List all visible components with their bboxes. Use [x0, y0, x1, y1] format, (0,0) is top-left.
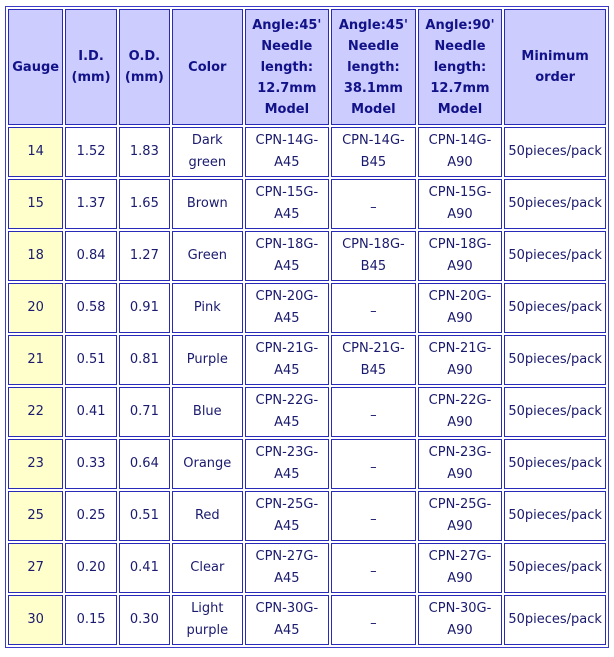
cell-model-a45-line: CPN-21G-: [255, 341, 319, 356]
cell-model-a90-line: CPN-22G-: [428, 393, 492, 408]
cell-model-a45-line: CPN-27G-: [255, 549, 319, 564]
cell-inner-diameter: [65, 283, 116, 333]
cell-gauge-text: 27: [27, 560, 44, 575]
cell-model-a90: [418, 179, 503, 229]
header-b45-line5: Model: [351, 101, 396, 117]
header-a45-line2: Needle: [261, 38, 313, 54]
cell-color: [172, 179, 242, 229]
cell-model-b45: [331, 283, 416, 333]
cell-inner-diameter-text: 1.37: [76, 196, 106, 211]
cell-outer-diameter-text: 1.65: [129, 196, 159, 211]
cell-min-order-text: 50pieces/pack: [508, 560, 602, 575]
cell-inner-diameter: [65, 543, 116, 593]
cell-model-b45-line: –: [370, 460, 377, 475]
cell-model-a90-line: A90: [447, 415, 473, 430]
table-row: [8, 387, 606, 437]
cell-model-a45: [245, 543, 330, 593]
cell-outer-diameter: [119, 543, 170, 593]
cell-min-order-text: 50pieces/pack: [508, 612, 602, 627]
cell-model-b45-line: CPN-14G-: [342, 133, 405, 148]
cell-model-b45: [331, 387, 416, 437]
cell-inner-diameter: [65, 127, 116, 177]
cell-color-line: Pink: [193, 300, 221, 315]
table-row: [8, 335, 606, 385]
cell-model-a90: [418, 491, 503, 541]
cell-model-b45: [331, 595, 416, 645]
cell-gauge-text: 22: [27, 404, 44, 419]
cell-inner-diameter: [65, 439, 116, 489]
cell-model-a90-line: CPN-21G-: [428, 341, 492, 356]
cell-model-a45-line: A45: [274, 571, 300, 586]
table-row: [8, 283, 606, 333]
cell-min-order-text: 50pieces/pack: [508, 352, 602, 367]
header-id-line2: (mm): [71, 70, 111, 85]
cell-inner-diameter-text: 0.58: [76, 300, 106, 315]
cell-gauge-text: 18: [27, 248, 44, 263]
header-b45-line2: Needle: [347, 38, 399, 54]
header-a45-line3: length:: [260, 59, 314, 75]
cell-min-order: [504, 543, 606, 593]
cell-min-order: [504, 283, 606, 333]
cell-color: [172, 491, 242, 541]
cell-model-a90-line: A90: [447, 363, 473, 378]
cell-outer-diameter-text: 0.91: [129, 300, 159, 315]
cell-gauge: [8, 491, 63, 541]
cell-inner-diameter-text: 0.25: [76, 508, 106, 523]
cell-min-order: [504, 231, 606, 281]
cell-model-a45: [245, 179, 330, 229]
header-od-line1: O.D.: [128, 49, 161, 64]
cell-color: [172, 127, 242, 177]
cell-model-b45-line: B45: [360, 259, 387, 274]
cell-model-a90-line: CPN-15G-: [428, 185, 492, 200]
cell-model-a45-line: A45: [274, 363, 300, 378]
cell-model-a90-line: CPN-27G-: [428, 549, 492, 564]
cell-model-b45-line: –: [370, 304, 377, 319]
header-angle45-12mm: [245, 9, 330, 125]
cell-model-b45: [331, 179, 416, 229]
cell-model-b45: [331, 491, 416, 541]
cell-model-a45-line: A45: [274, 207, 300, 222]
cell-color: [172, 387, 242, 437]
cell-outer-diameter: [119, 231, 170, 281]
cell-gauge: [8, 283, 63, 333]
cell-model-b45-line: –: [370, 616, 377, 631]
cell-inner-diameter: [65, 595, 116, 645]
cell-inner-diameter: [65, 387, 116, 437]
cell-gauge: [8, 595, 63, 645]
header-a90-line1: Angle:90': [425, 17, 495, 33]
cell-gauge: [8, 543, 63, 593]
cell-color-line: Light: [191, 601, 224, 616]
cell-model-a45: [245, 283, 330, 333]
cell-model-a90-line: A90: [447, 311, 473, 326]
cell-model-a45-line: A45: [274, 519, 300, 534]
header-b45-line1: Angle:45': [338, 17, 408, 33]
cell-min-order-text: 50pieces/pack: [508, 196, 602, 211]
cell-model-a90-line: CPN-23G-: [428, 445, 492, 460]
cell-model-a90-line: A90: [447, 259, 473, 274]
cell-min-order-text: 50pieces/pack: [508, 456, 602, 471]
cell-outer-diameter-text: 0.41: [129, 560, 159, 575]
header-angle90-12mm: [418, 9, 503, 125]
cell-model-a45-line: A45: [274, 467, 300, 482]
cell-model-a90-line: CPN-14G-: [428, 133, 492, 148]
cell-model-b45-line: –: [370, 512, 377, 527]
cell-model-a45-line: A45: [274, 311, 300, 326]
needle-spec-table: [5, 6, 609, 648]
cell-outer-diameter: [119, 491, 170, 541]
cell-color-line: Clear: [190, 560, 225, 575]
cell-color-line: Brown: [186, 196, 228, 211]
cell-model-a45: [245, 387, 330, 437]
cell-model-a90-line: A90: [447, 519, 473, 534]
header-a90-line5: Model: [437, 101, 483, 117]
cell-min-order: [504, 595, 606, 645]
cell-color: [172, 543, 242, 593]
cell-model-a45-line: CPN-23G-: [255, 445, 319, 460]
header-od: [119, 9, 170, 125]
cell-model-a45-line: CPN-14G-: [255, 133, 319, 148]
cell-outer-diameter: [119, 595, 170, 645]
cell-model-b45-line: B45: [360, 363, 387, 378]
cell-outer-diameter: [119, 439, 170, 489]
cell-min-order-text: 50pieces/pack: [508, 508, 602, 523]
cell-min-order-text: 50pieces/pack: [508, 144, 602, 159]
cell-model-a90-line: CPN-18G-: [428, 237, 492, 252]
header-row: [8, 9, 606, 125]
cell-model-a90-line: CPN-30G-: [428, 601, 492, 616]
header-a90-line2: Needle: [434, 38, 486, 54]
header-a45-line5: Model: [264, 101, 310, 117]
cell-inner-diameter-text: 0.84: [76, 248, 106, 263]
cell-color-line: Orange: [183, 456, 232, 471]
cell-inner-diameter: [65, 179, 116, 229]
header-color: [172, 9, 242, 125]
cell-model-a90: [418, 283, 503, 333]
cell-outer-diameter-text: 0.30: [129, 612, 159, 627]
header-gauge-text: Gauge: [12, 59, 60, 75]
cell-color-line: Purple: [186, 352, 228, 367]
cell-model-a45-line: CPN-25G-: [255, 497, 319, 512]
cell-model-b45-line: –: [370, 408, 377, 423]
cell-model-a45-line: CPN-20G-: [255, 289, 319, 304]
cell-outer-diameter: [119, 283, 170, 333]
cell-outer-diameter-text: 0.51: [129, 508, 159, 523]
cell-outer-diameter-text: 1.83: [129, 144, 159, 159]
cell-inner-diameter: [65, 491, 116, 541]
cell-model-a90: [418, 127, 503, 177]
cell-color: [172, 283, 242, 333]
cell-color: [172, 439, 242, 489]
cell-model-a45: [245, 595, 330, 645]
cell-gauge-text: 15: [27, 196, 44, 211]
cell-color-line: Dark: [191, 133, 223, 148]
cell-gauge: [8, 127, 63, 177]
header-id: [65, 9, 116, 125]
cell-model-a45-line: A45: [274, 259, 300, 274]
header-a45-line4: 12.7mm: [257, 80, 317, 96]
table-body: [8, 127, 606, 645]
table-row: [8, 179, 606, 229]
cell-color: [172, 231, 242, 281]
cell-model-a90: [418, 543, 503, 593]
cell-min-order: [504, 335, 606, 385]
table-row: [8, 491, 606, 541]
cell-outer-diameter-text: 0.64: [129, 456, 159, 471]
cell-color-line: Red: [194, 508, 220, 523]
header-color-text: Color: [188, 59, 227, 75]
cell-inner-diameter-text: 0.41: [76, 404, 106, 419]
cell-model-b45-line: –: [370, 200, 377, 215]
header-a45-line1: Angle:45': [252, 17, 322, 33]
table-row: [8, 439, 606, 489]
cell-outer-diameter: [119, 127, 170, 177]
header-min-line2: order: [535, 70, 576, 85]
cell-gauge-text: 23: [27, 456, 44, 471]
header-min-order: [504, 9, 606, 125]
cell-model-a90-line: A90: [447, 207, 473, 222]
cell-inner-diameter-text: 0.15: [76, 612, 106, 627]
cell-model-b45-line: B45: [360, 155, 387, 170]
cell-model-b45-line: CPN-18G-: [342, 237, 405, 252]
cell-gauge-text: 20: [27, 300, 44, 315]
cell-outer-diameter-text: 0.81: [129, 352, 159, 367]
cell-model-b45-line: CPN-21G-: [342, 341, 405, 356]
cell-gauge: [8, 439, 63, 489]
cell-model-a45-line: CPN-15G-: [255, 185, 319, 200]
cell-gauge-text: 14: [27, 144, 44, 159]
header-min-line1: Minimum: [521, 49, 589, 64]
cell-color: [172, 335, 242, 385]
cell-inner-diameter-text: 0.33: [76, 456, 106, 471]
header-gauge: [8, 9, 63, 125]
cell-min-order: [504, 127, 606, 177]
header-a90-line3: length:: [433, 59, 487, 75]
cell-model-a45: [245, 335, 330, 385]
cell-model-a45-line: A45: [274, 155, 300, 170]
cell-model-a45-line: A45: [274, 623, 300, 638]
cell-model-b45: [331, 127, 416, 177]
cell-gauge: [8, 231, 63, 281]
cell-color-line: Green: [187, 248, 227, 263]
cell-model-a90: [418, 231, 503, 281]
cell-inner-diameter-text: 0.20: [76, 560, 106, 575]
cell-model-a45: [245, 127, 330, 177]
cell-outer-diameter: [119, 179, 170, 229]
cell-gauge-text: 30: [27, 612, 44, 627]
header-b45-line3: length:: [347, 59, 400, 75]
cell-model-a90-line: CPN-25G-: [428, 497, 492, 512]
cell-model-a90-line: CPN-20G-: [428, 289, 492, 304]
cell-model-a90: [418, 387, 503, 437]
cell-min-order-text: 50pieces/pack: [508, 404, 602, 419]
cell-model-a90-line: A90: [447, 623, 473, 638]
header-angle45-38mm: [331, 9, 416, 125]
cell-model-a45: [245, 491, 330, 541]
cell-inner-diameter-text: 0.51: [76, 352, 106, 367]
cell-color-line: green: [188, 155, 227, 170]
cell-model-a45: [245, 231, 330, 281]
cell-model-a45: [245, 439, 330, 489]
header-id-line1: I.D.: [78, 49, 104, 64]
cell-min-order: [504, 179, 606, 229]
table-row: [8, 543, 606, 593]
cell-model-a45-line: CPN-18G-: [255, 237, 319, 252]
cell-min-order-text: 50pieces/pack: [508, 300, 602, 315]
cell-min-order-text: 50pieces/pack: [508, 248, 602, 263]
cell-color-line: purple: [186, 623, 229, 638]
cell-min-order: [504, 439, 606, 489]
cell-color: [172, 595, 242, 645]
cell-inner-diameter: [65, 231, 116, 281]
cell-model-b45: [331, 439, 416, 489]
header-b45-line4: 38.1mm: [343, 80, 403, 96]
cell-model-b45: [331, 543, 416, 593]
cell-model-a90: [418, 595, 503, 645]
cell-min-order: [504, 491, 606, 541]
cell-model-a45-line: CPN-22G-: [255, 393, 319, 408]
cell-color-line: Blue: [192, 404, 222, 419]
header-a90-line4: 12.7mm: [430, 80, 490, 96]
cell-model-a90-line: A90: [447, 571, 473, 586]
cell-gauge: [8, 179, 63, 229]
cell-model-a90: [418, 439, 503, 489]
header-od-line2: (mm): [124, 70, 164, 85]
cell-model-a45-line: CPN-30G-: [255, 601, 319, 616]
cell-min-order: [504, 387, 606, 437]
cell-outer-diameter: [119, 335, 170, 385]
cell-model-a90: [418, 335, 503, 385]
cell-outer-diameter-text: 0.71: [129, 404, 159, 419]
cell-gauge-text: 21: [27, 352, 44, 367]
table-row: [8, 127, 606, 177]
table-row: [8, 595, 606, 645]
cell-model-b45-line: –: [370, 564, 377, 579]
cell-gauge: [8, 335, 63, 385]
cell-gauge: [8, 387, 63, 437]
cell-model-a90-line: A90: [447, 155, 473, 170]
cell-outer-diameter: [119, 387, 170, 437]
cell-outer-diameter-text: 1.27: [129, 248, 159, 263]
cell-model-a90-line: A90: [447, 467, 473, 482]
cell-model-b45: [331, 335, 416, 385]
cell-model-a45-line: A45: [274, 415, 300, 430]
cell-inner-diameter-text: 1.52: [76, 144, 106, 159]
cell-inner-diameter: [65, 335, 116, 385]
cell-gauge-text: 25: [27, 508, 44, 523]
cell-model-b45: [331, 231, 416, 281]
table-row: [8, 231, 606, 281]
